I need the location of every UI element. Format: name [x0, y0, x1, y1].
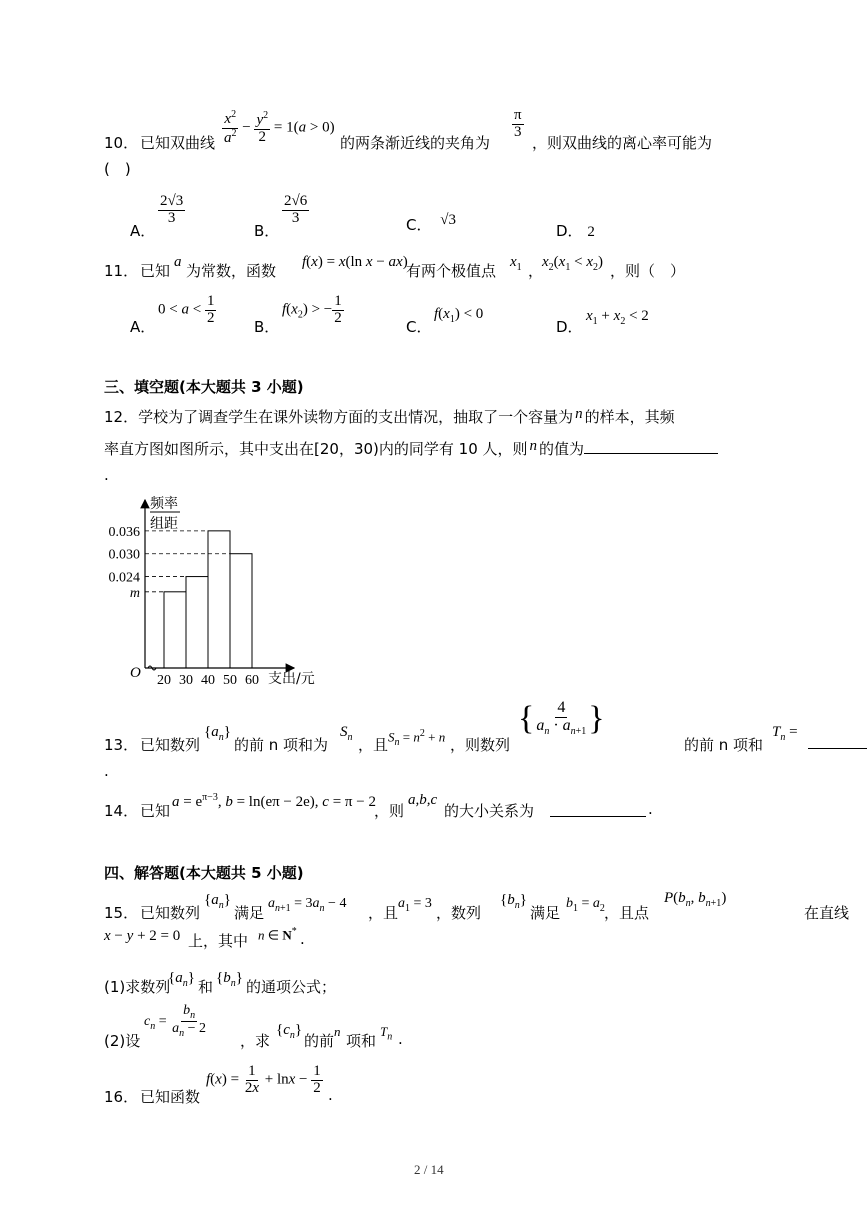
x-tick-label: 40 [201, 673, 215, 688]
q11-function: f(x) = x(ln x − ax) [302, 254, 408, 270]
q10-option-c[interactable]: C． √3 [406, 212, 456, 234]
x-tick-label: 50 [223, 673, 237, 688]
y-label-bottom: 组距 [150, 516, 178, 532]
q10-text-middle: 的两条渐近线的夹角为 [340, 134, 491, 152]
q12-dot: . [104, 466, 109, 484]
q12-line1: 12．学校为了调查学生在课外读物方面的支出情况，抽取了一个容量为 n 的样本，其频 [104, 406, 675, 426]
q12-histogram [96, 492, 356, 692]
q13-answer-blank[interactable] [808, 734, 867, 749]
hist-bar-2 [186, 577, 208, 668]
q10-angle-pi-over-3: $\frac{\pi}{3}$ [514, 107, 522, 140]
y-tick-label: m [129, 585, 140, 601]
q13-dot: . [104, 762, 109, 780]
q10-text-after: ，则双曲线的离心率可能为 [532, 134, 713, 152]
q14-answer-blank[interactable] [550, 800, 646, 817]
hist-bar-4 [230, 554, 252, 668]
y-label-top: 频率 [150, 496, 178, 512]
q11-number: 11． [104, 262, 139, 280]
q14-definitions: $a = e^{\pi-3}$, b = ln(eπ − 2e), c = π − 2 [172, 792, 376, 810]
section-3-title: 三、填空题(本大题共 3 小题) [104, 378, 304, 396]
hist-bar-3 [208, 531, 230, 668]
q10-hyperbola-equation: $\frac{x^2}{a^2}$ − $\frac{y^2}{2}$ = 1(a > 0) [224, 109, 335, 146]
q13-sequence-fraction: { $\frac{4}{a_n \cdot a_{n+1}}$ } [518, 699, 605, 738]
y-tick-label: 0.030 [108, 547, 140, 563]
page-number: 2 / 14 [414, 1162, 444, 1177]
origin-label: O [130, 665, 141, 681]
x-tick-label: 30 [179, 673, 193, 688]
q12-line2: 率直方图如图所示，其中支出在[20，30)内的同学有 10 人，则 n 的值为 [104, 438, 718, 462]
x-tick-label: 60 [245, 673, 259, 688]
q10-text-before: 已知双曲线 [140, 134, 216, 152]
x-axis-label: 支出/元 [268, 671, 315, 687]
q10-number: 10． [104, 134, 139, 152]
q10-paren: ( ) [104, 160, 131, 178]
section-4-title: 四、解答题(本大题共 5 小题) [104, 864, 304, 882]
q10-option-d[interactable]: D． 2 [556, 222, 595, 240]
q16-function: f(x) = $\frac{1}{2x}$ + lnx − $\frac{1}{2}$ [206, 1063, 321, 1096]
y-tick-label: 0.024 [108, 570, 140, 586]
x-tick-label: 20 [157, 673, 171, 688]
q12-answer-blank[interactable] [584, 439, 718, 454]
hist-bar-1 [164, 592, 186, 668]
y-tick-label: 0.036 [108, 524, 140, 540]
